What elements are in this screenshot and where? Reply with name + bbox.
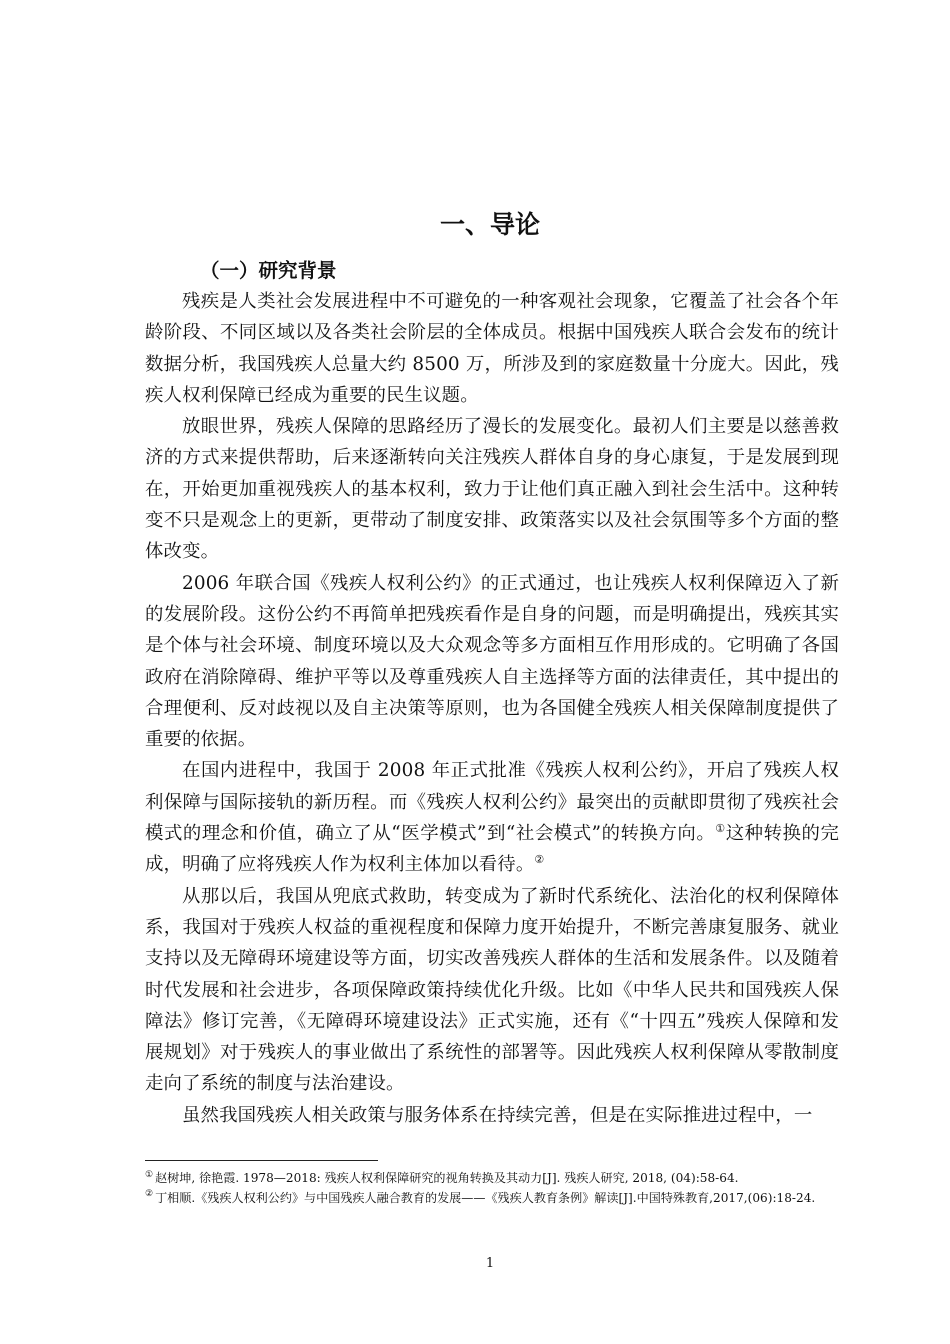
footnote-2-mark: ② bbox=[145, 1189, 154, 1200]
paragraph-4-text-a: 在国内进程中，我国于 2008 年正式批准《残疾人权利公约》，开启了残疾人权利保障与国际接轨的新历程。而《残疾人权利公约》最突出的贡献即贯彻了残疾社会模式的理念和价值，确立了从“医学模式”到“社会模式”的转换方向。 bbox=[145, 760, 839, 845]
section-title: （一）研究背景 bbox=[200, 259, 337, 282]
paragraph-3: 2006 年联合国《残疾人权利公约》的正式通过，也让残疾人权利保障迈入了新的发展阶段。这份公约不再简单把残疾看作是自身的问题，而是明确提出，残疾其实是个体与社会环境、制度环境以及大众观念等多方面相互作用形成的。它明确了各国政府在消除障碍、维护平等以及尊重残疾人自主选择等方面的法律责任，其中提出的合理便利、反对歧视以及自主决策等原则，也为各国健全残疾人相关保障制度提供了重要的依据。 bbox=[145, 572, 839, 751]
paragraph-4-text-b: 这种转换的完成，明确了应将残疾人作为权利主体加以看待。 bbox=[145, 823, 839, 876]
footnote-2-text: 丁相顺.《残疾人权利公约》与中国残疾人融合教育的发展——《残疾人教育条例》解读[J].中国特殊教育,2017,(06):18-24. bbox=[155, 1190, 816, 1205]
paragraph-1: 残疾是人类社会发展进程中不可避免的一种客观社会现象，它覆盖了社会各个年龄阶段、不同区域以及各类社会阶层的全体成员。根据中国残疾人联合会发布的统计数据分析，我国残疾人总量大约 8500 万，所涉及到的家庭数量十分庞大。因此，残疾人权利保障已经成为重要的民生议题。 bbox=[145, 291, 839, 406]
chapter-title: 一、导论 bbox=[439, 210, 540, 239]
paragraph-6: 虽然我国残疾人相关政策与服务体系在持续完善，但是在实际推进过程中，一 bbox=[182, 1104, 813, 1126]
footnote-divider bbox=[145, 1160, 378, 1161]
page-number: 1 bbox=[485, 1256, 495, 1271]
body-text bbox=[145, 286, 839, 1131]
paragraph-5: 从那以后，我国从兜底式救助，转变成为了新时代系统化、法治化的权利保障体系，我国对于残疾人权益的重视程度和保障力度开始提升，不断完善康复服务、就业支持以及无障碍环境建设等方面，切实改善残疾人群体的生活和发展条件。以及随着时代发展和社会进步，各项保障政策持续优化升级。比如《中华人民共和国残疾人保障法》修订完善，《无障碍环境建设法》正式实施，还有《“十四五”残疾人保障和发展规划》对于残疾人的事业做出了系统性的部署等。因此残疾人权利保障从零散制度走向了系统的制度与法治建设。 bbox=[145, 885, 839, 1095]
footnote-1 bbox=[145, 1169, 839, 1189]
footnote-2 bbox=[145, 1189, 839, 1209]
footnote-1-mark: ① bbox=[145, 1169, 154, 1180]
paragraph-4 bbox=[145, 755, 839, 880]
footnote-ref-2[interactable]: ② bbox=[534, 853, 545, 867]
paragraph-2: 放眼世界，残疾人保障的思路经历了漫长的发展变化。最初人们主要是以慈善救济的方式来提供帮助，后来逐渐转向关注残疾人群体自身的身心康复，于是发展到现在，开始更加重视残疾人的基本权利，致力于让他们真正融入到社会生活中。这种转变不只是观念上的更新，更带动了制度安排、政策落实以及社会氛围等多个方面的整体改变。 bbox=[145, 416, 839, 563]
footnote-ref-1[interactable]: ① bbox=[715, 821, 726, 835]
footnotes bbox=[145, 1169, 839, 1208]
footnote-1-text: 赵树坤, 徐艳霞. 1978—2018: 残疾人权利保障研究的视角转换及其动力[J]. 残疾人研究, 2018, (04):58-64. bbox=[155, 1171, 739, 1185]
